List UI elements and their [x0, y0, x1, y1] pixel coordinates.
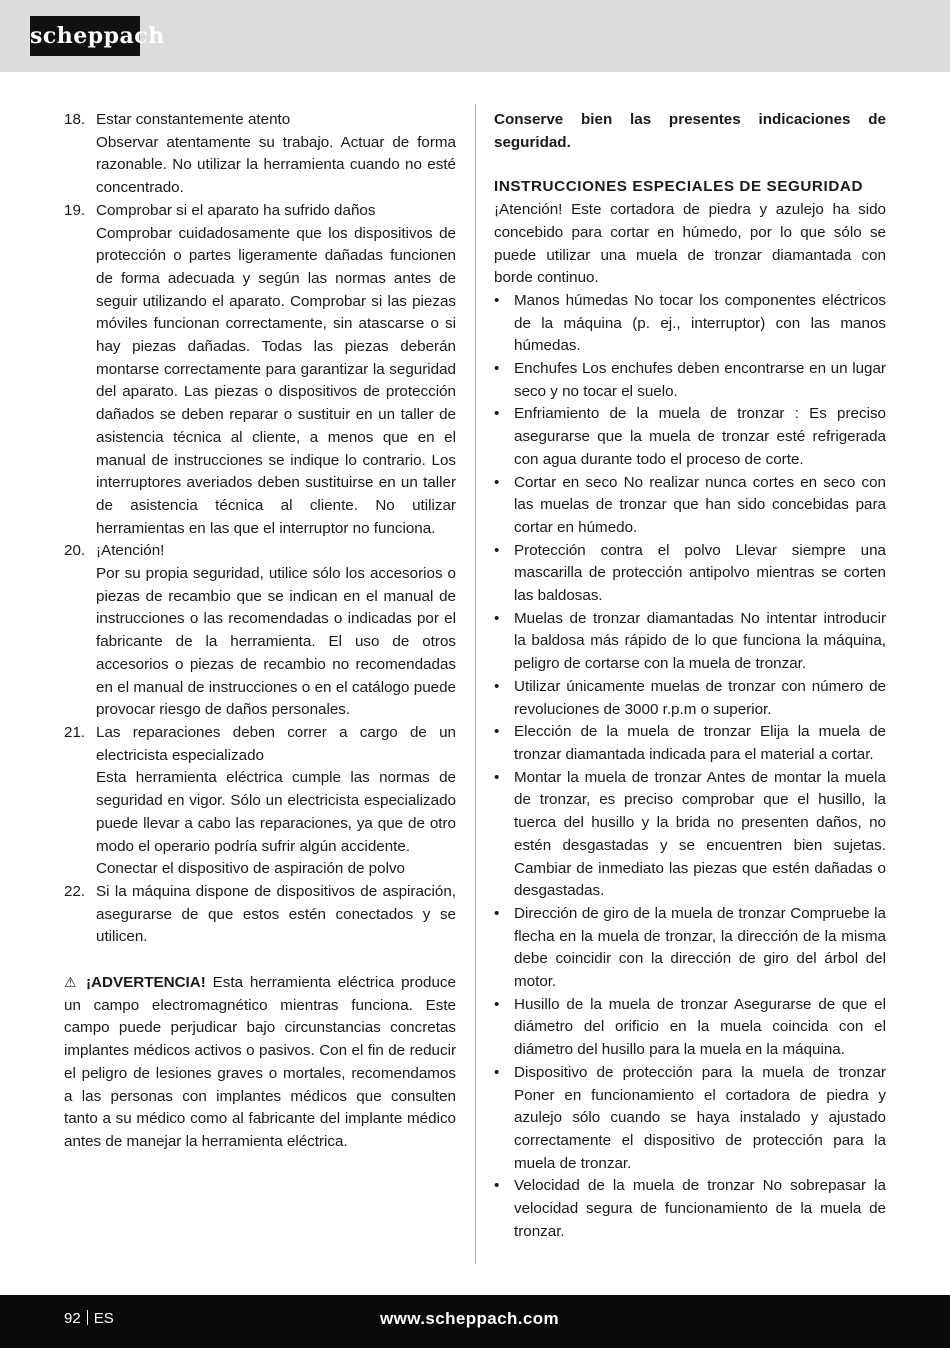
list-item-19 — [64, 200, 456, 541]
list-item-21 — [64, 722, 456, 881]
item-body: Por su propia seguridad, utilice sólo los accesorios o piezas de recambio que se indican en el manual de instrucciones o las recomendadas o indicadas por el fabricante de la herramienta. El uso de otros accesorios o piezas de recambio no recomendadas en el manual de instrucciones o en el catálogo puede provocar riesgo de daños personales. — [96, 565, 456, 719]
page-footer — [0, 1295, 950, 1348]
keep-notice: Conserve bien las presentes indicaciones de seguridad. — [494, 111, 886, 151]
warning-text: Esta herramienta eléctrica produce un campo electromagnético mientras funciona. Este campo puede perjudicar bajo circunstancias concretas implantes médicos activos o pasivos. Con el fin de reducir el peligro de lesiones graves o mortales, recomendamos a las personas con implantes médicos que consulten tanto a su médico como al fabricante del implante médico antes de manejar la herramienta eléctrica. — [64, 974, 456, 1150]
list-item: • Muelas de tronzar diamantadas No intentar introducir la baldosa más rápido de lo que funciona la máquina, peligro de cortarse con la muela de tronzar. — [494, 609, 886, 673]
list-item: • Dispositivo de protección para la muela de tronzar Poner en funcionamiento el cortadora de piedra y azulejo sólo cuando se haya instalado y ajustado correctamente el dispositivo de protección para la muela de tronzar. — [494, 1063, 886, 1172]
item-number: 20. — [64, 542, 86, 560]
page-number — [64, 1295, 114, 1343]
item-title: Las reparaciones deben correr a cargo de un electricista especializado — [96, 723, 456, 764]
separator — [87, 1310, 88, 1325]
list-item-18 — [64, 109, 456, 200]
warning-triangle-icon: ⚠ — [64, 974, 80, 991]
list-item-20 — [64, 540, 456, 722]
list-item: • Cortar en seco No realizar nunca cortes en seco con las muelas de tronzar que han sido concebidas para cortar en húmedo. — [494, 473, 886, 536]
list-item: • Enchufes Los enchufes deben encontrarse en un lugar seco y no tocar el suelo. — [494, 360, 886, 400]
item-body: Comprobar cuidadosamente que los dispositivos de protección o partes ligeramente dañadas funcionen de forma adecuada y según las normas antes de seguir utilizando el aparato. Comprobar si las piezas móviles funcionan correctamente, sin atascarse o si hay piezas dañadas. Todas las piezas deberán montarse correctamente para garantizar la seguridad del aparato. Las piezas o dispositivos de protección dañados se deben reparar o sustituir en un taller de asistencia técnica al cliente, a menos que en el manual de instrucciones se indique lo contrario. Los interruptores averiados deben sustituirse en un taller de asistencia técnica al cliente. No utilizar herramientas en las que el interruptor no funciona. — [96, 224, 456, 537]
item-title: Comprobar si el aparato ha sufrido daños — [96, 201, 376, 219]
item-body: Esta herramienta eléctrica cumple las normas de seguridad en vigor. Sólo un electricista especializado puede llevar a cabo las reparaciones, ya que de otro modo el operario podría sufrir algún accidente. — [96, 769, 456, 855]
safety-bullet-list — [494, 290, 886, 1244]
website-link[interactable]: www.scheppach.com — [380, 1309, 560, 1328]
brand-logo: scheppach — [30, 16, 140, 56]
section-title: INSTRUCCIONES ESPECIALES DE SEGURIDAD — [494, 178, 864, 196]
page-header — [0, 0, 950, 72]
warning-paragraph — [64, 971, 456, 1154]
page-number-value: 92 — [64, 1310, 81, 1327]
item-title: ¡Atención! — [96, 542, 165, 560]
list-item: • Velocidad de la muela de tronzar No sobrepasar la velocidad segura de funcionamiento de la muela de tronzar. — [494, 1177, 886, 1240]
item-title: Si la máquina dispone de dispositivos de aspiración, asegurarse de que estos estén conectados y se utilicen. — [96, 882, 456, 946]
left-column — [64, 109, 456, 1154]
item-number: 18. — [64, 111, 86, 128]
list-item: • Manos húmedas No tocar los componentes eléctricos de la máquina (p. ej., interruptor) con las manos húmedas. — [494, 291, 886, 355]
item-extra: Conectar el dispositivo de aspiración de polvo — [96, 860, 405, 878]
item-number: 19. — [64, 201, 86, 219]
list-item-22 — [64, 881, 456, 949]
item-number: 21. — [64, 723, 86, 741]
list-item: • Dirección de giro de la muela de tronzar Compruebe la flecha en la muela de tronzar, la dirección de la misma debe coincidir con la dirección de giro del árbol del motor. — [494, 904, 886, 991]
item-body: Observar atentamente su trabajo. Actuar de forma razonable. No utilizar la herramienta cuando no esté concentrado. — [96, 133, 456, 197]
language-code: ES — [93, 1310, 114, 1327]
list-item: • Husillo de la muela de tronzar Asegurarse de que el diámetro del orificio en la muela coincida con el diámetro del husillo para la muela en la máquina. — [494, 995, 886, 1059]
warning-label: ¡ADVERTENCIA! — [85, 974, 206, 992]
item-number: 22. — [64, 882, 86, 900]
list-item: • Elección de la muela de tronzar Elija la muela de tronzar diamantada indicada para el material a cortar. — [494, 723, 886, 763]
list-item: • Protección contra el polvo Llevar siempre una mascarilla de protección antipolvo mientras se corten las baldosas. — [494, 541, 886, 605]
list-item: • Montar la muela de tronzar Antes de montar la muela de tronzar, es preciso comprobar que el husillo, la tuerca del husillo y la brida no presenten daños, no estén desgastadas y se encuentren bien sujetas. Cambiar de inmediato las piezas que estén dañadas o desgastadas. — [494, 768, 886, 900]
item-title: Estar constantemente atento — [96, 111, 291, 128]
column-divider — [475, 104, 476, 1264]
list-item: • Enfriamiento de la muela de tronzar : Es preciso asegurarse que la muela de tronzar esté refrigerada con agua durante todo el proceso de corte. — [494, 405, 886, 468]
intro-text: ¡Atención! Este cortadora de piedra y azulejo ha sido concebido para cortar en húmedo, por lo que sólo se puede utilizar una muela de tronzar diamantada con borde continuo. — [494, 201, 886, 287]
list-item: • Utilizar únicamente muelas de tronzar con número de revoluciones de 3000 r.p.m o superior. — [494, 677, 886, 718]
right-column — [494, 109, 886, 1243]
